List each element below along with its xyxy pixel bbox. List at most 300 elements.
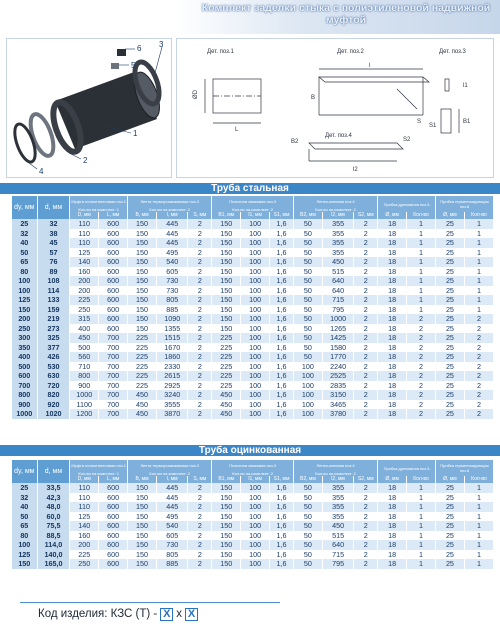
table-cell: 2	[407, 343, 436, 353]
table-cell: 600	[99, 502, 128, 512]
table-cell: 50	[293, 333, 322, 343]
table-cell: 225	[212, 371, 241, 381]
table-row	[12, 257, 494, 267]
table-row	[12, 540, 494, 550]
table-cell: 25	[436, 343, 465, 353]
table-cell: 18	[378, 512, 407, 522]
cell-dy: 50	[12, 512, 37, 522]
table-row	[12, 493, 494, 503]
table-cell: 730	[157, 276, 188, 286]
table-cell: 100	[241, 483, 270, 493]
table-cell: 2	[188, 390, 212, 400]
table-cell: 150	[212, 493, 241, 503]
table-row	[12, 409, 494, 419]
table-cell: 1,6	[270, 276, 294, 286]
cell-d: 325	[37, 333, 70, 343]
table-row	[12, 400, 494, 410]
table-cell: 1	[407, 267, 436, 277]
group-sleeve-qty: Кол-во на комплект: 1	[70, 470, 128, 476]
col-l2: l2, мм	[322, 212, 353, 219]
col-B: B, мм	[128, 212, 157, 219]
group-shrink-tape-qty: Кол-во на комплект: 2	[128, 470, 212, 476]
table-cell: 1	[407, 286, 436, 296]
cell-dy: 40	[12, 502, 37, 512]
table-cell: 1	[407, 550, 436, 560]
table-cell: 150	[128, 540, 157, 550]
table-cell: 600	[99, 521, 128, 531]
table-cell: 2	[407, 400, 436, 410]
table-cell: 18	[378, 248, 407, 258]
table-cell: 100	[241, 521, 270, 531]
dim-l1: l1	[463, 83, 468, 89]
table-cell: 150	[128, 257, 157, 267]
cell-d: 377	[37, 343, 70, 353]
table-cell: 2	[354, 267, 378, 277]
group-adhesive-tape: Лента-клеевая поз.4	[293, 460, 377, 470]
table-cell: 2	[188, 305, 212, 315]
table-cell: 18	[378, 219, 407, 229]
table-cell: 700	[99, 371, 128, 381]
table-cell: 150	[212, 229, 241, 239]
col-l: l, мм	[157, 476, 188, 483]
table-cell: 100	[241, 409, 270, 419]
table-cell: 1	[464, 540, 493, 550]
dim-B1: B1	[463, 119, 471, 125]
table-cell: 1	[407, 238, 436, 248]
cell-dy: 150	[12, 559, 37, 569]
table-cell: 2	[464, 333, 493, 343]
table-cell: 25	[436, 248, 465, 258]
table-cell: 100	[293, 409, 322, 419]
table-cell: 18	[378, 409, 407, 419]
group-lock-plate: Пластина замковая поз.3	[212, 460, 294, 470]
table-cell: 710	[70, 362, 99, 372]
cell-dy: 40	[12, 238, 37, 248]
table-cell: 150	[212, 314, 241, 324]
table-cell: 50	[293, 286, 322, 296]
table-cell: 1,6	[270, 219, 294, 229]
table-cell: 700	[99, 343, 128, 353]
table-cell: 1	[464, 493, 493, 503]
table-cell: 18	[378, 502, 407, 512]
table-cell: 3240	[157, 390, 188, 400]
table-row	[12, 229, 494, 239]
col-L: L, мм	[99, 476, 128, 483]
table-cell: 2	[354, 295, 378, 305]
table-cell: 1	[407, 248, 436, 258]
table-row	[12, 371, 494, 381]
table-cell: 100	[241, 502, 270, 512]
table-cell: 2	[188, 333, 212, 343]
table-cell: 2	[354, 219, 378, 229]
table-cell: 2	[188, 286, 212, 296]
table-cell: 700	[99, 390, 128, 400]
table-cell: 600	[99, 267, 128, 277]
table-cell: 540	[157, 521, 188, 531]
table-cell: 1	[407, 531, 436, 541]
table-cell: 730	[157, 540, 188, 550]
cell-dy: 200	[12, 314, 37, 324]
table-cell: 2	[188, 257, 212, 267]
cell-d: 57	[37, 248, 70, 258]
group-sleeve-qty: Кол-во на комплект: 1	[70, 206, 128, 212]
table-cell: 355	[322, 512, 353, 522]
table-cell: 25	[436, 238, 465, 248]
group-lock-plate-qty: Кол-во на комплект: 2	[212, 470, 294, 476]
col-D: D, мм	[70, 476, 99, 483]
table-cell: 540	[157, 257, 188, 267]
table-cell: 1	[407, 219, 436, 229]
table-cell: 605	[157, 531, 188, 541]
group-adhesive-tape-qty: Кол-во на комплект: 2	[293, 206, 377, 212]
table-cell: 2	[354, 400, 378, 410]
table-cell: 900	[70, 381, 99, 391]
cell-d: 114	[37, 286, 70, 296]
cell-d: 48,0	[37, 502, 70, 512]
table-cell: 100	[241, 381, 270, 391]
table-cell: 25	[436, 314, 465, 324]
table-cell: 1,6	[270, 493, 294, 503]
table-cell: 50	[293, 502, 322, 512]
product-code	[38, 606, 198, 622]
table-cell: 150	[212, 559, 241, 569]
table-cell: 110	[70, 502, 99, 512]
table-cell: 50	[293, 305, 322, 315]
table-cell: 18	[378, 493, 407, 503]
table-cell: 150	[128, 286, 157, 296]
table-cell: 450	[128, 390, 157, 400]
table-cell: 445	[157, 238, 188, 248]
table-cell: 2	[188, 409, 212, 419]
col-L: L, мм	[99, 212, 128, 219]
table-cell: 150	[212, 540, 241, 550]
dim-l2: l2	[353, 167, 358, 173]
table-row	[12, 559, 494, 569]
galv-section-title: Труба оцинкованная	[198, 445, 302, 456]
table-cell: 2	[354, 531, 378, 541]
table-cell: 2525	[322, 371, 353, 381]
col-seal-qty: Кол-во	[464, 476, 493, 483]
table-cell: 100	[241, 400, 270, 410]
table-cell: 150	[212, 483, 241, 493]
table-cell: 2	[407, 333, 436, 343]
table-cell: 100	[293, 400, 322, 410]
table-cell: 2	[188, 531, 212, 541]
col-D: D, мм	[70, 212, 99, 219]
cell-d: 720	[37, 381, 70, 391]
col-seal-dia: Ø, мм	[436, 476, 465, 483]
table-cell: 1,6	[270, 371, 294, 381]
table-cell: 100	[241, 550, 270, 560]
dim-S2: S2	[403, 137, 411, 143]
cell-d: 159	[37, 305, 70, 315]
steel-spec-table	[12, 196, 494, 419]
table-cell: 445	[157, 493, 188, 503]
table-cell: 1,6	[270, 305, 294, 315]
table-cell: 160	[70, 531, 99, 541]
parts-drawing-panel	[176, 38, 494, 178]
table-cell: 3555	[157, 400, 188, 410]
table-cell: 2	[188, 248, 212, 258]
table-cell: 100	[241, 257, 270, 267]
table-cell: 100	[241, 493, 270, 503]
table-cell: 110	[70, 219, 99, 229]
table-cell: 1265	[322, 324, 353, 334]
table-cell: 25	[436, 409, 465, 419]
group-shrink-tape-qty: Кол-во на комплект: 2	[128, 206, 212, 212]
table-cell: 100	[241, 559, 270, 569]
cell-d: 89	[37, 267, 70, 277]
table-cell: 1	[464, 483, 493, 493]
cell-dy: 80	[12, 267, 37, 277]
table-cell: 2835	[322, 381, 353, 391]
code-box-d: X	[185, 608, 198, 621]
table-cell: 18	[378, 540, 407, 550]
part3-label: Дет. поз.3	[439, 49, 466, 55]
table-cell: 18	[378, 343, 407, 353]
col-l: l, мм	[157, 212, 188, 219]
table-cell: 150	[212, 550, 241, 560]
table-cell: 1,6	[270, 324, 294, 334]
table-cell: 150	[128, 502, 157, 512]
table-cell: 160	[70, 267, 99, 277]
cell-dy: 1000	[12, 409, 37, 419]
col-d: d, мм	[37, 460, 70, 483]
table-cell: 355	[322, 493, 353, 503]
table-cell: 2	[354, 362, 378, 372]
table-cell: 2	[354, 314, 378, 324]
table-cell: 150	[212, 219, 241, 229]
cell-dy: 250	[12, 324, 37, 334]
table-cell: 2	[464, 343, 493, 353]
table-cell: 600	[99, 550, 128, 560]
table-cell: 50	[293, 550, 322, 560]
part2-shape	[319, 77, 429, 82]
group-lock-plate-qty: Кол-во на комплект: 2	[212, 206, 294, 212]
table-row	[12, 521, 494, 531]
table-cell: 2	[464, 314, 493, 324]
cell-d: 820	[37, 390, 70, 400]
table-cell: 600	[99, 257, 128, 267]
table-cell: 1	[407, 229, 436, 239]
table-cell: 715	[322, 295, 353, 305]
table-cell: 1580	[322, 343, 353, 353]
table-cell: 1	[464, 257, 493, 267]
table-cell: 150	[128, 493, 157, 503]
callout-1: 1	[133, 129, 138, 138]
table-cell: 450	[212, 390, 241, 400]
table-cell: 355	[322, 248, 353, 258]
table-cell: 515	[322, 267, 353, 277]
table-cell: 2240	[322, 362, 353, 372]
table-cell: 50	[293, 238, 322, 248]
table-cell: 1,6	[270, 400, 294, 410]
code-box-dy: X	[160, 608, 173, 621]
table-cell: 495	[157, 248, 188, 258]
table-cell: 600	[99, 314, 128, 324]
cell-dy: 65	[12, 257, 37, 267]
table-cell: 2	[407, 381, 436, 391]
table-cell: 600	[99, 295, 128, 305]
col-S: S, мм	[188, 212, 212, 219]
table-cell: 2	[188, 238, 212, 248]
col-l1: l1, мм	[241, 476, 270, 483]
table-cell: 1	[464, 229, 493, 239]
table-cell: 2	[188, 371, 212, 381]
table-cell: 450	[212, 409, 241, 419]
table-cell: 700	[99, 352, 128, 362]
table-cell: 18	[378, 324, 407, 334]
cell-dy: 25	[12, 483, 37, 493]
table-cell: 1770	[322, 352, 353, 362]
table-cell: 25	[436, 362, 465, 372]
table-cell: 600	[99, 483, 128, 493]
table-cell: 100	[293, 371, 322, 381]
table-cell: 25	[436, 381, 465, 391]
table-cell: 150	[128, 305, 157, 315]
table-cell: 50	[293, 493, 322, 503]
table-cell: 500	[70, 343, 99, 353]
table-cell: 25	[436, 229, 465, 239]
table-cell: 400	[70, 324, 99, 334]
table-cell: 1,6	[270, 409, 294, 419]
table-cell: 445	[157, 219, 188, 229]
product-code-label: Код изделия: КЗС (Т) -	[38, 608, 158, 620]
table-cell: 600	[99, 512, 128, 522]
table-cell: 25	[436, 521, 465, 531]
table-cell: 1,6	[270, 550, 294, 560]
table-cell: 640	[322, 540, 353, 550]
table-cell: 150	[128, 521, 157, 531]
table-cell: 100	[293, 381, 322, 391]
table-cell: 18	[378, 521, 407, 531]
table-cell: 50	[293, 521, 322, 531]
table-cell: 355	[322, 238, 353, 248]
table-cell: 100	[241, 267, 270, 277]
table-cell: 495	[157, 512, 188, 522]
table-cell: 1,6	[270, 286, 294, 296]
table-cell: 150	[128, 559, 157, 569]
table-cell: 2	[464, 381, 493, 391]
callout-4: 4	[39, 167, 44, 176]
table-cell: 2	[407, 324, 436, 334]
cell-d: 530	[37, 362, 70, 372]
dim-S1: S1	[429, 123, 437, 129]
table-cell: 100	[241, 276, 270, 286]
cell-d: 219	[37, 314, 70, 324]
table-cell: 50	[293, 343, 322, 353]
group-shrink-tape: Лента термоусаживаемая поз.2	[128, 460, 212, 470]
table-cell: 18	[378, 286, 407, 296]
table-cell: 2	[188, 324, 212, 334]
table-cell: 640	[322, 286, 353, 296]
table-cell: 1,6	[270, 248, 294, 258]
cell-d: 33,5	[37, 483, 70, 493]
table-cell: 1,6	[270, 333, 294, 343]
col-B: B, мм	[128, 476, 157, 483]
table-cell: 2	[354, 409, 378, 419]
col-B1: B1, мм	[212, 212, 241, 219]
table-cell: 1	[407, 257, 436, 267]
col-drain-qty: Кол-во	[407, 212, 436, 219]
table-cell: 355	[322, 229, 353, 239]
table-cell: 25	[436, 531, 465, 541]
dim-l: l	[369, 63, 371, 69]
table-cell: 150	[128, 512, 157, 522]
dim-d1: ØD	[193, 90, 199, 99]
table-cell: 730	[157, 286, 188, 296]
table-cell: 600	[99, 324, 128, 334]
table-cell: 515	[322, 531, 353, 541]
cell-dy: 400	[12, 352, 37, 362]
table-cell: 50	[293, 512, 322, 522]
table-cell: 18	[378, 559, 407, 569]
table-cell: 795	[322, 305, 353, 315]
table-cell: 2	[354, 540, 378, 550]
table-cell: 2	[188, 343, 212, 353]
table-cell: 150	[128, 229, 157, 239]
table-cell: 110	[70, 493, 99, 503]
dim-L: L	[235, 127, 239, 133]
table-cell: 25	[436, 286, 465, 296]
table-cell: 25	[436, 276, 465, 286]
cell-dy: 125	[12, 550, 37, 560]
table-cell: 2	[354, 521, 378, 531]
table-cell: 18	[378, 531, 407, 541]
table-cell: 1	[464, 559, 493, 569]
col-S: S, мм	[188, 476, 212, 483]
table-cell: 225	[212, 333, 241, 343]
cell-d: 75,5	[37, 521, 70, 531]
assembly-drawing	[7, 39, 173, 179]
table-cell: 225	[212, 343, 241, 353]
table-cell: 3870	[157, 409, 188, 419]
table-row	[12, 248, 494, 258]
table-cell: 150	[212, 502, 241, 512]
code-times-sign: x	[176, 608, 183, 620]
table-cell: 100	[293, 390, 322, 400]
table-cell: 2	[354, 559, 378, 569]
table-cell: 2	[188, 512, 212, 522]
col-B1: B1, мм	[212, 476, 241, 483]
table-cell: 1	[464, 295, 493, 305]
cell-dy: 300	[12, 333, 37, 343]
col-S1: S1, мм	[270, 212, 294, 219]
table-cell: 700	[99, 409, 128, 419]
table-cell: 355	[322, 483, 353, 493]
table-cell: 18	[378, 267, 407, 277]
table-row	[12, 502, 494, 512]
table-cell: 1	[464, 305, 493, 315]
table-cell: 2	[407, 352, 436, 362]
table-cell: 885	[157, 559, 188, 569]
group-sleeve: Муфта полиэтиленовая поз.1	[70, 196, 128, 206]
table-cell: 25	[436, 333, 465, 343]
table-cell: 3465	[322, 400, 353, 410]
table-row	[12, 295, 494, 305]
table-cell: 25	[436, 512, 465, 522]
table-cell: 2	[188, 314, 212, 324]
table-cell: 25	[436, 352, 465, 362]
table-row	[12, 550, 494, 560]
table-cell: 50	[293, 314, 322, 324]
table-cell: 2	[464, 390, 493, 400]
table-cell: 2	[188, 362, 212, 372]
col-l2: l2, мм	[322, 476, 353, 483]
table-cell: 3150	[322, 390, 353, 400]
table-cell: 600	[99, 229, 128, 239]
table-cell: 25	[436, 257, 465, 267]
